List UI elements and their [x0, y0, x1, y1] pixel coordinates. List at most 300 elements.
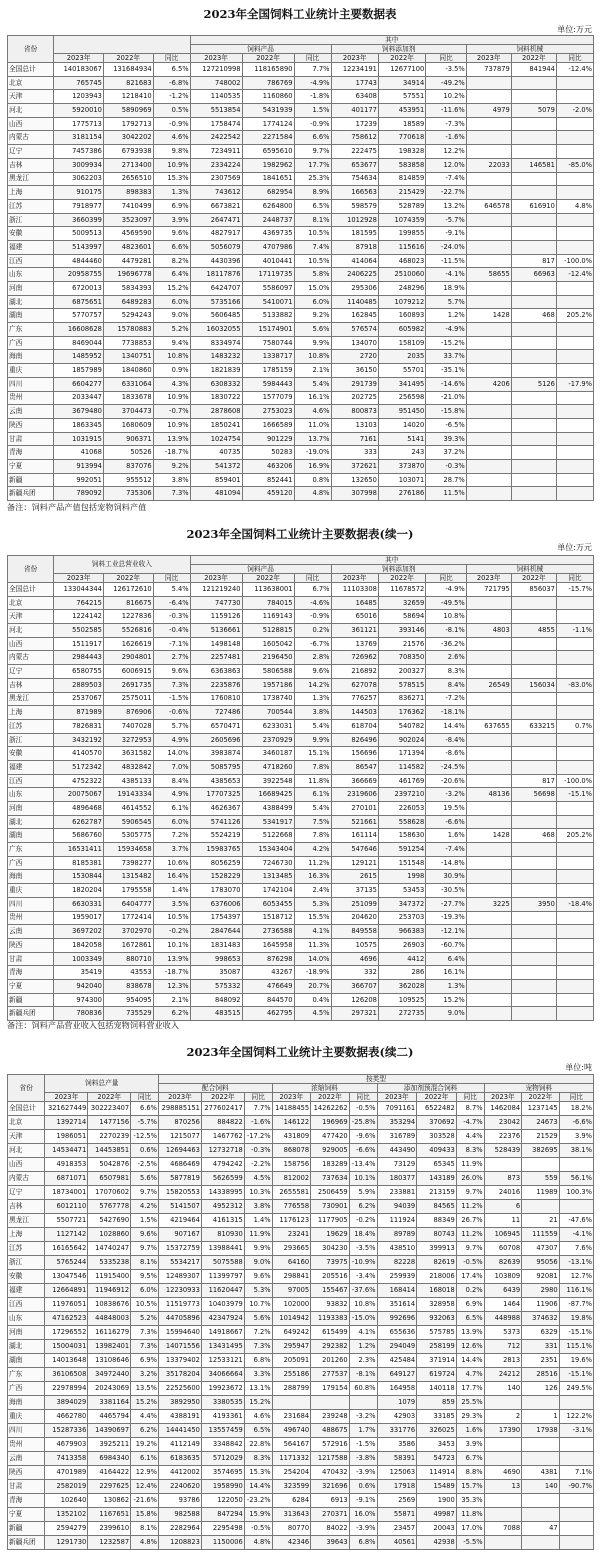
value-cell: 19.5% — [426, 802, 466, 816]
value-cell: 1672861 — [103, 938, 153, 952]
value-cell: -0.3% — [153, 610, 190, 624]
value-cell: 10.3% — [244, 1186, 272, 1200]
province-cell: 内蒙古 — [8, 131, 54, 145]
table2 — [7, 555, 594, 1021]
value-cell: 156034 — [511, 678, 556, 692]
value-cell: 15.3% — [244, 1466, 272, 1480]
value-cell: 126172610 — [103, 583, 153, 597]
value-cell: 4803 — [466, 624, 511, 638]
value-cell: 6.6% — [294, 131, 331, 145]
value-cell — [511, 1007, 556, 1021]
table-row — [8, 596, 594, 610]
value-cell: 5056079 — [190, 240, 242, 254]
table-row — [8, 364, 594, 378]
value-cell: 547646 — [331, 843, 378, 857]
value-cell — [466, 336, 511, 350]
subheader-year-2022: 2022年 — [242, 574, 294, 583]
value-cell: 20043 — [417, 1522, 457, 1536]
value-cell: 15.0% — [294, 282, 331, 296]
value-cell: 1028860 — [88, 1228, 131, 1242]
value-cell — [556, 938, 593, 952]
value-cell: 38.1% — [559, 1144, 593, 1158]
value-cell: 4918353 — [45, 1158, 88, 1172]
table-row — [8, 1438, 594, 1452]
value-cell: 814859 — [378, 172, 425, 186]
province-cell: 北京 — [8, 596, 54, 610]
value-cell — [556, 90, 593, 104]
value-cell: 880710 — [103, 952, 153, 966]
value-cell: 1338717 — [242, 350, 294, 364]
value-cell — [511, 487, 556, 501]
value-cell: 341495 — [378, 377, 425, 391]
value-cell: 158756 — [272, 1158, 311, 1172]
table-row — [8, 282, 594, 296]
value-cell: 168018 — [417, 1284, 457, 1298]
value-cell: 8.2% — [153, 254, 190, 268]
value-cell: 1774124 — [242, 117, 294, 131]
value-cell: 459120 — [242, 487, 294, 501]
province-cell: 福建 — [8, 760, 54, 774]
province-cell: 湖南 — [8, 829, 54, 843]
value-cell: 2980 — [522, 1284, 559, 1298]
value-cell — [466, 446, 511, 460]
value-cell: 103809 — [484, 1270, 521, 1284]
value-cell: 1958990 — [201, 1480, 244, 1494]
value-cell: 270101 — [331, 802, 378, 816]
header-group-0 — [54, 36, 190, 54]
table-row — [8, 1494, 594, 1508]
value-cell: 277602417 — [201, 1102, 244, 1116]
value-cell: 6.1% — [294, 788, 331, 802]
province-cell: 河南 — [8, 282, 54, 296]
value-cell — [559, 1494, 593, 1508]
value-cell: 461769 — [378, 774, 425, 788]
value-cell: 73975 — [311, 1256, 350, 1270]
value-cell: 21576 — [378, 637, 425, 651]
table-row — [8, 172, 594, 186]
value-cell: 2.8% — [294, 651, 331, 665]
province-cell: 四川 — [8, 897, 54, 911]
value-cell: 605982 — [378, 323, 425, 337]
value-cell — [466, 651, 511, 665]
value-cell: 258199 — [417, 1340, 457, 1354]
value-cell: 1140485 — [331, 295, 378, 309]
value-cell: 12489307 — [159, 1270, 202, 1284]
value-cell: 11399797 — [201, 1270, 244, 1284]
value-cell: 8.3% — [244, 1452, 272, 1466]
value-cell: 468023 — [378, 254, 425, 268]
value-cell: 231684 — [272, 1410, 311, 1424]
value-cell: 29.3% — [456, 1410, 484, 1424]
value-cell: 5526816 — [103, 624, 153, 638]
value-cell — [556, 966, 593, 980]
value-cell: 841944 — [511, 63, 556, 77]
value-cell: 6793938 — [103, 145, 153, 159]
value-cell — [511, 172, 556, 186]
value-cell: 1831483 — [190, 938, 242, 952]
value-cell — [556, 979, 593, 993]
value-cell: 1833678 — [103, 391, 153, 405]
value-cell: 19696778 — [103, 268, 153, 282]
value-cell: 14390697 — [88, 1424, 131, 1438]
value-cell: 17070602 — [88, 1186, 131, 1200]
value-cell: 2307569 — [190, 172, 242, 186]
value-cell: -7.2% — [426, 692, 466, 706]
value-cell: 9.0% — [244, 1256, 272, 1270]
value-cell: 6.6% — [131, 1102, 159, 1116]
province-cell: 广西 — [8, 336, 54, 350]
subheader-yoy: 同比 — [556, 574, 593, 583]
value-cell — [466, 323, 511, 337]
value-cell: 5294243 — [103, 309, 153, 323]
subheader-yoy: 同比 — [456, 1093, 484, 1102]
value-cell: 3042202 — [103, 131, 153, 145]
value-cell: 8.4% — [426, 678, 466, 692]
value-cell: 205516 — [311, 1270, 350, 1284]
value-cell: 1986051 — [45, 1130, 88, 1144]
value-cell: 3432192 — [54, 733, 104, 747]
value-cell: 93786 — [159, 1494, 202, 1508]
value-cell — [466, 487, 511, 501]
value-cell: -14.8% — [426, 856, 466, 870]
value-cell — [556, 733, 593, 747]
value-cell — [556, 213, 593, 227]
value-cell: 4369735 — [242, 227, 294, 241]
value-cell: 294049 — [377, 1340, 417, 1354]
value-cell: 5586097 — [242, 282, 294, 296]
value-cell: 6012110 — [45, 1200, 88, 1214]
value-cell: 198328 — [378, 145, 425, 159]
value-cell: 243 — [378, 446, 425, 460]
value-cell: 8.3% — [456, 1144, 484, 1158]
value-cell: 6604277 — [54, 377, 104, 391]
value-cell: 12.3% — [153, 979, 190, 993]
value-cell: 910175 — [54, 186, 104, 200]
value-cell: 6580755 — [54, 665, 104, 679]
value-cell: 80770 — [272, 1522, 311, 1536]
value-cell: 7.3% — [153, 678, 190, 692]
value-cell: 16116279 — [88, 1326, 131, 1340]
value-cell: -8.1% — [349, 1368, 377, 1382]
value-cell — [349, 1396, 377, 1410]
province-cell: 陕西 — [8, 418, 54, 432]
value-cell — [511, 76, 556, 90]
header-inner: 其中 — [190, 36, 593, 45]
value-cell: 1167651 — [88, 1508, 131, 1522]
value-cell: 111559 — [522, 1228, 559, 1242]
province-cell: 江苏 — [8, 719, 54, 733]
value-cell — [556, 145, 593, 159]
value-cell: 171394 — [378, 747, 425, 761]
table-row — [8, 459, 594, 473]
value-cell: 293665 — [272, 1242, 311, 1256]
value-cell: 4479281 — [103, 254, 153, 268]
province-cell: 辽宁 — [8, 145, 54, 159]
value-cell: 4.9% — [153, 733, 190, 747]
value-cell: 162845 — [331, 309, 378, 323]
value-cell: 55701 — [378, 364, 425, 378]
table-row — [8, 350, 594, 364]
value-cell: 735529 — [103, 1007, 153, 1021]
value-cell: 8.3% — [426, 665, 466, 679]
value-cell: 43553 — [103, 966, 153, 980]
value-cell: 559 — [522, 1172, 559, 1186]
value-cell: 362028 — [378, 979, 425, 993]
table-row — [8, 952, 594, 966]
value-cell: 13.1% — [244, 1382, 272, 1396]
value-cell: 58655 — [466, 268, 511, 282]
value-cell: 1.3% — [426, 979, 466, 993]
value-cell — [556, 172, 593, 186]
value-cell: 1783070 — [190, 884, 242, 898]
value-cell: 470432 — [311, 1466, 350, 1480]
value-cell — [559, 1452, 593, 1466]
value-cell: -90.7% — [559, 1480, 593, 1494]
value-cell: 351614 — [377, 1298, 417, 1312]
value-cell: 323599 — [272, 1480, 311, 1494]
header-inner: 其中 — [190, 556, 593, 565]
value-cell: 16.1% — [294, 391, 331, 405]
value-cell: 297321 — [331, 1007, 378, 1021]
value-cell: 2889503 — [54, 678, 104, 692]
value-cell — [556, 637, 593, 651]
value-cell — [511, 282, 556, 296]
value-cell: 540782 — [378, 719, 425, 733]
value-cell: 20.7% — [294, 979, 331, 993]
value-cell: 10.9% — [153, 418, 190, 432]
value-cell — [511, 966, 556, 980]
province-cell: 内蒙古 — [8, 1172, 45, 1186]
value-cell: 4.5% — [294, 1007, 331, 1021]
table-row-total — [8, 63, 594, 77]
table-row — [8, 1158, 594, 1172]
value-cell: 6522482 — [417, 1102, 457, 1116]
value-cell: 2656510 — [103, 172, 153, 186]
value-cell: 4.8% — [244, 1536, 272, 1550]
value-cell: 18.9% — [426, 282, 466, 296]
value-cell: 26.0% — [456, 1172, 484, 1186]
value-cell: 22525600 — [159, 1382, 202, 1396]
value-cell — [556, 282, 593, 296]
value-cell: 6376006 — [190, 897, 242, 911]
province-cell: 云南 — [8, 1452, 45, 1466]
value-cell: -11.6% — [426, 104, 466, 118]
value-cell: 158630 — [378, 829, 425, 843]
value-cell: 5.3% — [244, 1284, 272, 1298]
value-cell — [556, 364, 593, 378]
province-cell: 云南 — [8, 925, 54, 939]
value-cell — [466, 815, 511, 829]
value-cell: 463206 — [242, 459, 294, 473]
table2-unit: 单位:万元 — [557, 543, 592, 552]
value-cell: 6308332 — [190, 377, 242, 391]
subheader-year-2022: 2022年 — [103, 574, 153, 583]
value-cell: 7413358 — [45, 1452, 88, 1466]
value-cell: 5502585 — [54, 624, 104, 638]
value-cell — [466, 706, 511, 720]
value-cell: 646578 — [466, 199, 511, 213]
value-cell: 3523097 — [103, 213, 153, 227]
value-cell: 2984443 — [54, 651, 104, 665]
value-cell — [511, 952, 556, 966]
value-cell: 332 — [331, 966, 378, 980]
province-cell: 河北 — [8, 104, 54, 118]
value-cell: 11.8% — [294, 774, 331, 788]
value-cell: 41068 — [54, 446, 104, 460]
value-cell: -0.2% — [153, 925, 190, 939]
table-row — [8, 1340, 594, 1354]
value-cell: 6.9% — [131, 1354, 159, 1368]
value-cell: 126208 — [331, 993, 378, 1007]
value-cell: 11.2% — [456, 1228, 484, 1242]
value-cell: 366669 — [331, 774, 378, 788]
value-cell: 496740 — [272, 1424, 311, 1438]
value-cell: 1224142 — [54, 610, 104, 624]
value-cell: 1775713 — [54, 117, 104, 131]
value-cell: 33185 — [417, 1410, 457, 1424]
value-cell: 47162523 — [45, 1312, 88, 1326]
value-cell: 1193383 — [311, 1312, 350, 1326]
value-cell: 6.2% — [153, 1007, 190, 1021]
value-cell: -0.5% — [349, 1102, 377, 1116]
header-group-1: 配合饲料 — [159, 1084, 273, 1093]
value-cell: 126 — [522, 1382, 559, 1396]
province-cell: 新疆 — [8, 1522, 45, 1536]
value-cell: 17296552 — [45, 1326, 88, 1340]
table-row — [8, 1312, 594, 1326]
value-cell: 111924 — [377, 1214, 417, 1228]
value-cell: 598579 — [331, 199, 378, 213]
value-cell: 5042876 — [88, 1158, 131, 1172]
value-cell: 1237145 — [522, 1102, 559, 1116]
value-cell: 127210998 — [190, 63, 242, 77]
value-cell — [522, 1452, 559, 1466]
subheader-year-2022: 2022年 — [88, 1093, 131, 1102]
value-cell: 361121 — [331, 624, 378, 638]
province-cell: 重庆 — [8, 364, 54, 378]
value-cell: 1.5% — [131, 1214, 159, 1228]
value-cell — [522, 1494, 559, 1508]
value-cell: -3.2% — [349, 1410, 377, 1424]
value-cell: -18.9% — [294, 966, 331, 980]
value-cell: 1140535 — [190, 90, 242, 104]
value-cell: 116.1% — [559, 1284, 593, 1298]
table-row — [8, 145, 594, 159]
header-group-2: 饲料添加剂 — [331, 565, 466, 574]
value-cell: 5305775 — [103, 829, 153, 843]
value-cell: -7.4% — [426, 843, 466, 857]
value-cell: 4388191 — [159, 1410, 202, 1424]
value-cell: 13.7% — [294, 432, 331, 446]
value-cell: 591254 — [378, 843, 425, 857]
table-row — [8, 1452, 594, 1466]
value-cell: 291739 — [331, 377, 378, 391]
value-cell: -15.7% — [556, 583, 593, 597]
value-cell: 42903 — [377, 1410, 417, 1424]
value-cell: -18.4% — [556, 897, 593, 911]
value-cell: 84565 — [417, 1200, 457, 1214]
value-cell — [511, 295, 556, 309]
value-cell: 0.6% — [131, 1144, 159, 1158]
value-cell: -6.5% — [426, 418, 466, 432]
value-cell — [511, 350, 556, 364]
table-row — [8, 418, 594, 432]
value-cell: 17.4% — [456, 1270, 484, 1284]
value-cell: 5834393 — [103, 282, 153, 296]
value-cell: 24016 — [484, 1186, 521, 1200]
value-cell: 371914 — [417, 1354, 457, 1368]
value-cell: 5141507 — [159, 1200, 202, 1214]
value-cell: 5341917 — [242, 815, 294, 829]
value-cell — [556, 870, 593, 884]
province-cell: 甘肃 — [8, 952, 54, 966]
province-cell: 广东 — [8, 323, 54, 337]
value-cell: 528789 — [378, 199, 425, 213]
value-cell: 12694463 — [159, 1144, 202, 1158]
value-cell: 288799 — [272, 1382, 311, 1396]
value-cell: 307998 — [331, 487, 378, 501]
value-cell: 168414 — [377, 1284, 417, 1298]
value-cell: 9.6% — [153, 227, 190, 241]
table-row — [8, 884, 594, 898]
value-cell: 286 — [378, 966, 425, 980]
subheader-yoy: 同比 — [244, 1093, 272, 1102]
value-cell: 2753023 — [242, 405, 294, 419]
value-cell: 14071556 — [159, 1340, 202, 1354]
value-cell: 3062203 — [54, 172, 104, 186]
value-cell — [556, 760, 593, 774]
value-cell: -83.0% — [556, 678, 593, 692]
value-cell: 26903 — [378, 938, 425, 952]
province-cell: 福建 — [8, 1284, 45, 1298]
value-cell: 4.8% — [556, 199, 593, 213]
value-cell: 130862 — [88, 1494, 131, 1508]
value-cell: 3.9% — [153, 213, 190, 227]
value-cell: 60.8% — [349, 1382, 377, 1396]
value-cell: 1.6% — [426, 829, 466, 843]
province-cell: 浙江 — [8, 1256, 45, 1270]
value-cell: 10.5% — [131, 1298, 159, 1312]
value-cell: 302223407 — [88, 1102, 131, 1116]
value-cell: 2847644 — [190, 925, 242, 939]
table-row — [8, 227, 594, 241]
value-cell: -37.6% — [349, 1284, 377, 1298]
value-cell: 1 — [522, 1410, 559, 1424]
value-cell: 3892950 — [159, 1396, 202, 1410]
value-cell: 9.8% — [153, 145, 190, 159]
value-cell: 304230 — [311, 1242, 350, 1256]
value-cell: 2.1% — [294, 364, 331, 378]
province-cell: 新疆 — [8, 993, 54, 1007]
value-cell: 4.8% — [131, 1536, 159, 1550]
value-cell: 366707 — [331, 979, 378, 993]
value-cell: 17119735 — [242, 268, 294, 282]
value-cell: 16032055 — [190, 323, 242, 337]
value-cell: 42938 — [417, 1536, 457, 1550]
value-cell: 11906 — [522, 1298, 559, 1312]
value-cell: 11519773 — [159, 1298, 202, 1312]
table-row-total — [8, 583, 594, 597]
value-cell: 3.8% — [153, 473, 190, 487]
value-cell: 726962 — [331, 651, 378, 665]
value-cell — [511, 240, 556, 254]
value-cell: 3348842 — [201, 1438, 244, 1452]
value-cell: 1428 — [466, 309, 511, 323]
table-row — [8, 747, 594, 761]
value-cell: 113638001 — [242, 583, 294, 597]
value-cell: 770618 — [378, 131, 425, 145]
table-row — [8, 938, 594, 952]
